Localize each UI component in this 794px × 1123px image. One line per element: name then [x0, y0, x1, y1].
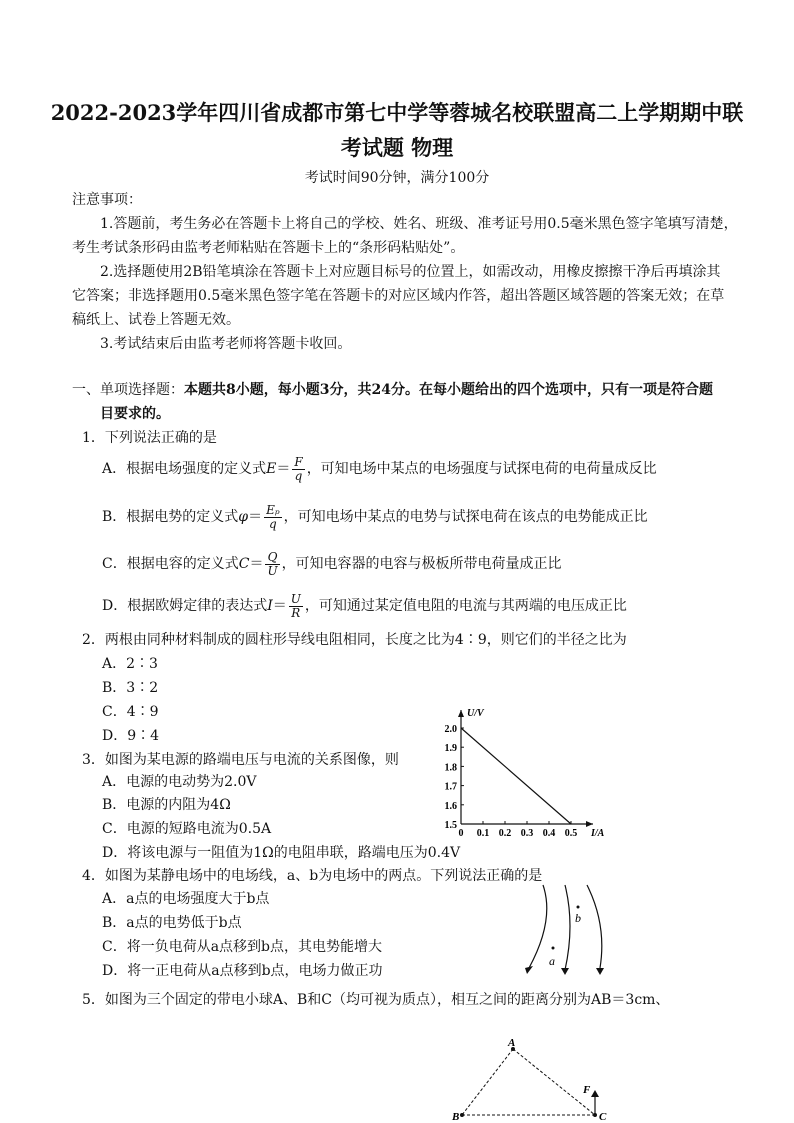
label-B: B [452, 1111, 460, 1123]
notice-item1-line2: 考生考试条形码由监考老师粘贴在答题卡上的“条形码粘贴处”。 [72, 240, 465, 256]
label-C: C [599, 1111, 607, 1123]
x-tick-label: 0.3 [520, 828, 534, 839]
q2-option-b: B．3∶2 [102, 680, 159, 696]
q1-d-fraction [289, 593, 303, 620]
notice-heading: 注意事项： [72, 192, 142, 208]
q2-option-d: D．9∶4 [102, 728, 160, 744]
q1-c-suffix: ，可知电容器的电容与极板所带电荷量成正比 [281, 556, 562, 572]
q3-option-a: A．电源的电动势为2.0V [102, 774, 257, 790]
field-line-left [529, 885, 547, 968]
field-line-right [587, 885, 602, 968]
y-tick-label: 1.9 [444, 743, 457, 755]
point-b-dot [577, 906, 580, 909]
q1-b-lhs: φ [238, 509, 249, 525]
y-axis-arrow-icon [458, 710, 464, 717]
q4-option-c: C．将一负电荷从a点移到b点，其电势能增大 [102, 939, 383, 955]
sphere-b [460, 1113, 464, 1117]
point-a-dot [552, 947, 555, 950]
field-line-right-arrow-icon [596, 968, 604, 975]
q5-stem: 5．如图为三个固定的带电小球A、B和C（均可视为质点），相互之间的距离分别为AB＝3cm、 [82, 992, 670, 1008]
y-tick-label: 1.5 [444, 820, 457, 831]
x-tick-label: 0.5 [564, 828, 578, 839]
u-i-data-line [461, 728, 571, 824]
charged-spheres-figure [440, 1035, 620, 1123]
field-line-left-arrow-icon [525, 966, 533, 974]
point-b-label: b [575, 911, 581, 925]
paper-title-line2: 考试题 物理 [340, 135, 454, 160]
notice-item3: 3.考试结束后由监考老师将答题卡收回。 [100, 336, 352, 352]
q4-option-d: D．将一正电荷从a点移到b点，电场力做正功 [102, 963, 383, 979]
notice-item2-line2: 它答案；非选择题用0.5毫米黑色签字笔在答题卡的对应区域内作答，超出答题区域答题的答案无效；在草 [72, 288, 725, 304]
q1-c-prefix: C．根据电容的定义式 [102, 556, 239, 572]
x-axis-label: I/A [591, 828, 605, 839]
paper-title-line1: 2022-2023学年四川省成都市第七中学等蓉城名校联盟高二上学期期中联 [50, 100, 744, 125]
q1-c-lhs: C [238, 556, 250, 572]
q1-d-numerator: U [290, 591, 301, 606]
q1-a-lhs: E [266, 461, 277, 477]
field-line-middle-arrow-icon [561, 968, 569, 975]
section1-text-line1: 本题共8小题，每小题3分，共24分。在每小题给出的四个选项中，只有一项是符合题 [184, 382, 713, 398]
q1-a-denominator: q [294, 468, 303, 483]
y-tick-label: 2.0 [444, 724, 457, 735]
q1-b-prefix: B．根据电势的定义式 [102, 509, 239, 525]
exam-info: 考试时间90分钟，满分100分 [304, 170, 490, 186]
force-f-arrowhead-icon [591, 1090, 599, 1097]
q1-b-suffix: ，可知电场中某点的电势与试探电荷在该点的电势能成正比 [283, 509, 648, 525]
x-tick-label: 0.4 [542, 828, 556, 839]
q3-option-d: D．将该电源与一阻值为1Ω的电阻串联，路端电压为0.4V [102, 845, 461, 861]
q4-option-b: B．a点的电势低于b点 [102, 915, 242, 931]
y-tick-label: 1.8 [444, 762, 457, 774]
notice-item1-line1: 1.答题前，考生务必在答题卡上将自己的学校、姓名、班级、准考证号用0.5毫米黑色签字笔填写清楚， [100, 216, 738, 232]
label-A: A [508, 1037, 516, 1049]
segment-ac [513, 1049, 595, 1115]
q1-stem: 1．下列说法正确的是 [82, 430, 217, 446]
q1-option-a: A．根据电场强度的定义式E＝ $\frac{F}{q}$ ，可知电场中某点的电场强度与试探电荷的电荷量成反比 [102, 454, 657, 483]
q1-b-denominator: q [269, 516, 277, 531]
q1-a-prefix: A．根据电场强度的定义式 [102, 461, 267, 477]
q1-d-lhs: I [267, 598, 273, 614]
q1-option-c: C．根据电容的定义式C＝ $\frac{Q}{U}$ ，可知电容器的电容与极板所带电荷量成正比 [102, 549, 562, 578]
voltage-current-chart [430, 700, 620, 840]
q1-b-fraction [264, 504, 282, 531]
y-tick-label: 1.6 [444, 800, 457, 812]
q2-option-a: A．2∶3 [102, 656, 158, 672]
y-axis-label: U/V [467, 708, 484, 719]
x-tick-label: 0.2 [498, 828, 512, 839]
q1-a-fraction [292, 456, 304, 483]
point-a-label: a [549, 954, 555, 968]
field-line-middle [565, 885, 570, 970]
y-tick-label: 1.7 [444, 781, 457, 793]
q1-c-numerator: Q [265, 551, 279, 565]
q2-option-c: C．4∶9 [102, 704, 159, 720]
section1-label: 一、单项选择题： [72, 382, 184, 398]
q3-option-c: C．电源的短路电流为0.5A [102, 821, 272, 837]
segment-ab [462, 1049, 513, 1115]
section1-heading [72, 380, 713, 400]
label-F: F [583, 1084, 591, 1096]
x-axis-arrow-icon [586, 821, 593, 827]
notice-item2-line1: 2.选择题使用2B铅笔填涂在答题卡上对应题目标号的位置上，如需改动，用橡皮擦擦干净后再填涂其 [100, 264, 721, 280]
q4-stem: 4．如图为某静电场中的电场线，a、b为电场中的两点。下列说法正确的是 [82, 868, 543, 884]
electric-field-lines-figure [515, 880, 615, 975]
q1-d-denominator: R [291, 605, 301, 620]
section1-text-line2: 目要求的。 [100, 406, 170, 422]
q1-option-b: B．根据电势的定义式φ＝ $\frac{\text{Eₚ}}{q}$ ，可知电场中某点的电势与试探电荷在该点的电势能成正比 [102, 502, 648, 531]
q4-option-a: A．a点的电场强度大于b点 [102, 891, 270, 907]
q1-a-suffix: ，可知电场中某点的电场强度与试探电荷的电荷量成反比 [306, 461, 657, 477]
q1-c-denominator: U [267, 563, 278, 578]
x-tick-label: 0.1 [476, 828, 490, 839]
q1-d-suffix: ，可知通过某定值电阻的电流与其两端的电压成正比 [304, 598, 627, 614]
q2-stem: 2．两根由同种材料制成的圆柱形导线电阻相同，长度之比为4∶9，则它们的半径之比为 [82, 632, 627, 648]
x-tick-label: 0 [458, 828, 464, 839]
q1-option-d: D．根据欧姆定律的表达式I＝ $\frac{U}{R}$ ，可知通过某定值电阻的电流与其两端的电压成正比 [102, 591, 627, 620]
q1-b-numerator: Eₚ [266, 502, 280, 517]
q3-stem: 3．如图为某电源的路端电压与电流的关系图像，则 [82, 752, 399, 768]
q1-d-prefix: D．根据欧姆定律的表达式 [102, 598, 268, 614]
q1-c-fraction [265, 551, 279, 578]
q1-a-numerator: F [294, 454, 303, 469]
q3-option-b: B．电源的内阻为4Ω [102, 797, 231, 813]
notice-item2-line3: 稿纸上、试卷上答题无效。 [72, 312, 240, 328]
